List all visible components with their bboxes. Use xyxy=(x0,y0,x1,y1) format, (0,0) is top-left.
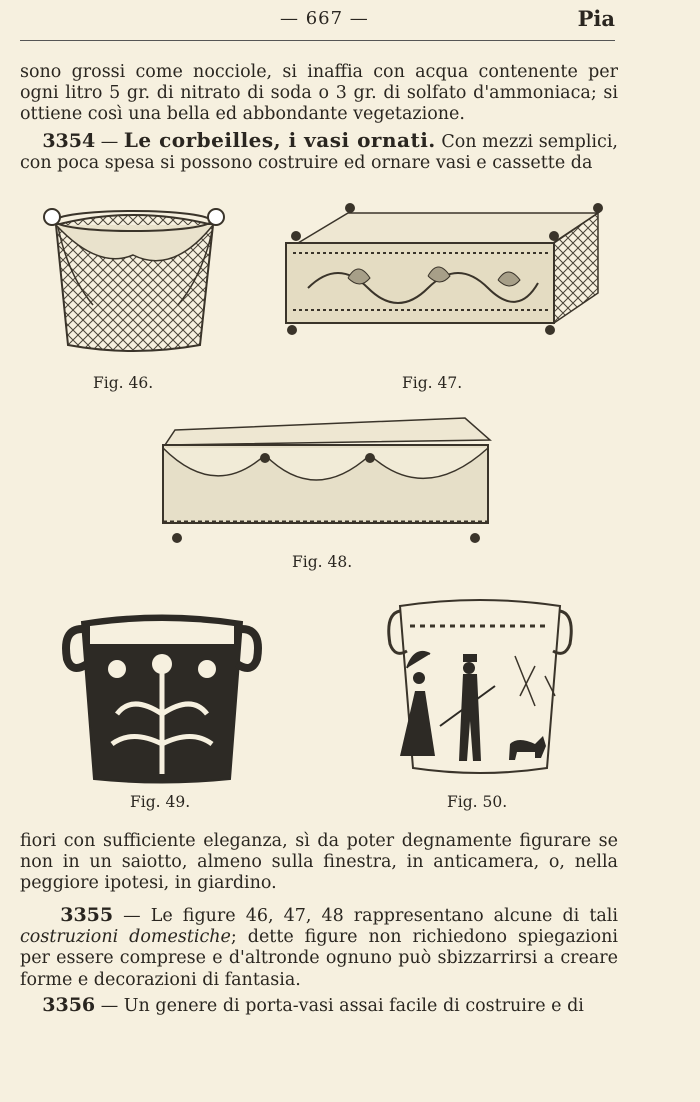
figure-49-illustration xyxy=(62,604,262,789)
section-title: Le corbeilles, i vasi ornati. xyxy=(123,128,436,152)
figure-47-caption: Fig. 47. xyxy=(402,374,463,392)
section-text: Con mezzi semplici, con poca spesa si possono costruire ed ornare vasi e cassette da xyxy=(20,132,618,174)
section-text: — Un genere di porta-vasi assai facile di costruire e di xyxy=(95,996,584,1016)
figure-46-caption: Fig. 46. xyxy=(93,374,154,392)
paragraph-mid xyxy=(20,831,618,895)
figure-50-illustration xyxy=(385,596,575,781)
figure-49-caption: Fig. 49. xyxy=(130,793,191,811)
section-text: — Le figure 46, 47, 48 rappresentano alcune di tali xyxy=(113,906,618,926)
paragraph-top xyxy=(20,62,618,126)
section-text-end: ; dette figure non richiedono spiegazioni per essere comprese e d'altronde ognuno può sbizzarrirsi a creare forme e decorazioni di fantasia. xyxy=(20,927,618,990)
section-3354 xyxy=(20,130,618,174)
section-number: 3354 xyxy=(42,130,96,152)
page-header xyxy=(20,6,615,36)
section-number: 3355 xyxy=(60,904,114,926)
running-head: Pia xyxy=(577,6,615,31)
figure-48-caption: Fig. 48. xyxy=(292,553,353,571)
section-3355 xyxy=(20,905,618,991)
header-rule xyxy=(20,40,615,41)
paragraph-top-text: sono grossi come nocciole, si inaffia con acqua contenente per ogni litro 5 gr. di nitrato di soda o 3 gr. di solfato d'ammoniaca; si ottiene così una bella ed abbondante vegetazione. xyxy=(20,62,618,125)
section-italic-text: costruzioni domestiche xyxy=(20,927,231,948)
page-number: — 667 — xyxy=(280,8,369,29)
figure-50-caption: Fig. 50. xyxy=(447,793,508,811)
section-3356 xyxy=(20,995,618,1017)
section-dash: — xyxy=(95,132,124,152)
figure-48-illustration xyxy=(145,410,495,550)
section-number: 3356 xyxy=(42,994,96,1016)
paragraph-mid-text: fiori con sufficiente eleganza, sì da poter degnamente figurare se non in un saiotto, almeno sulla finestra, in anticamera, o, nella peggiore ipotesi, in giardino. xyxy=(20,831,618,894)
figure-47-illustration xyxy=(278,198,613,363)
figure-46-illustration xyxy=(38,195,233,360)
